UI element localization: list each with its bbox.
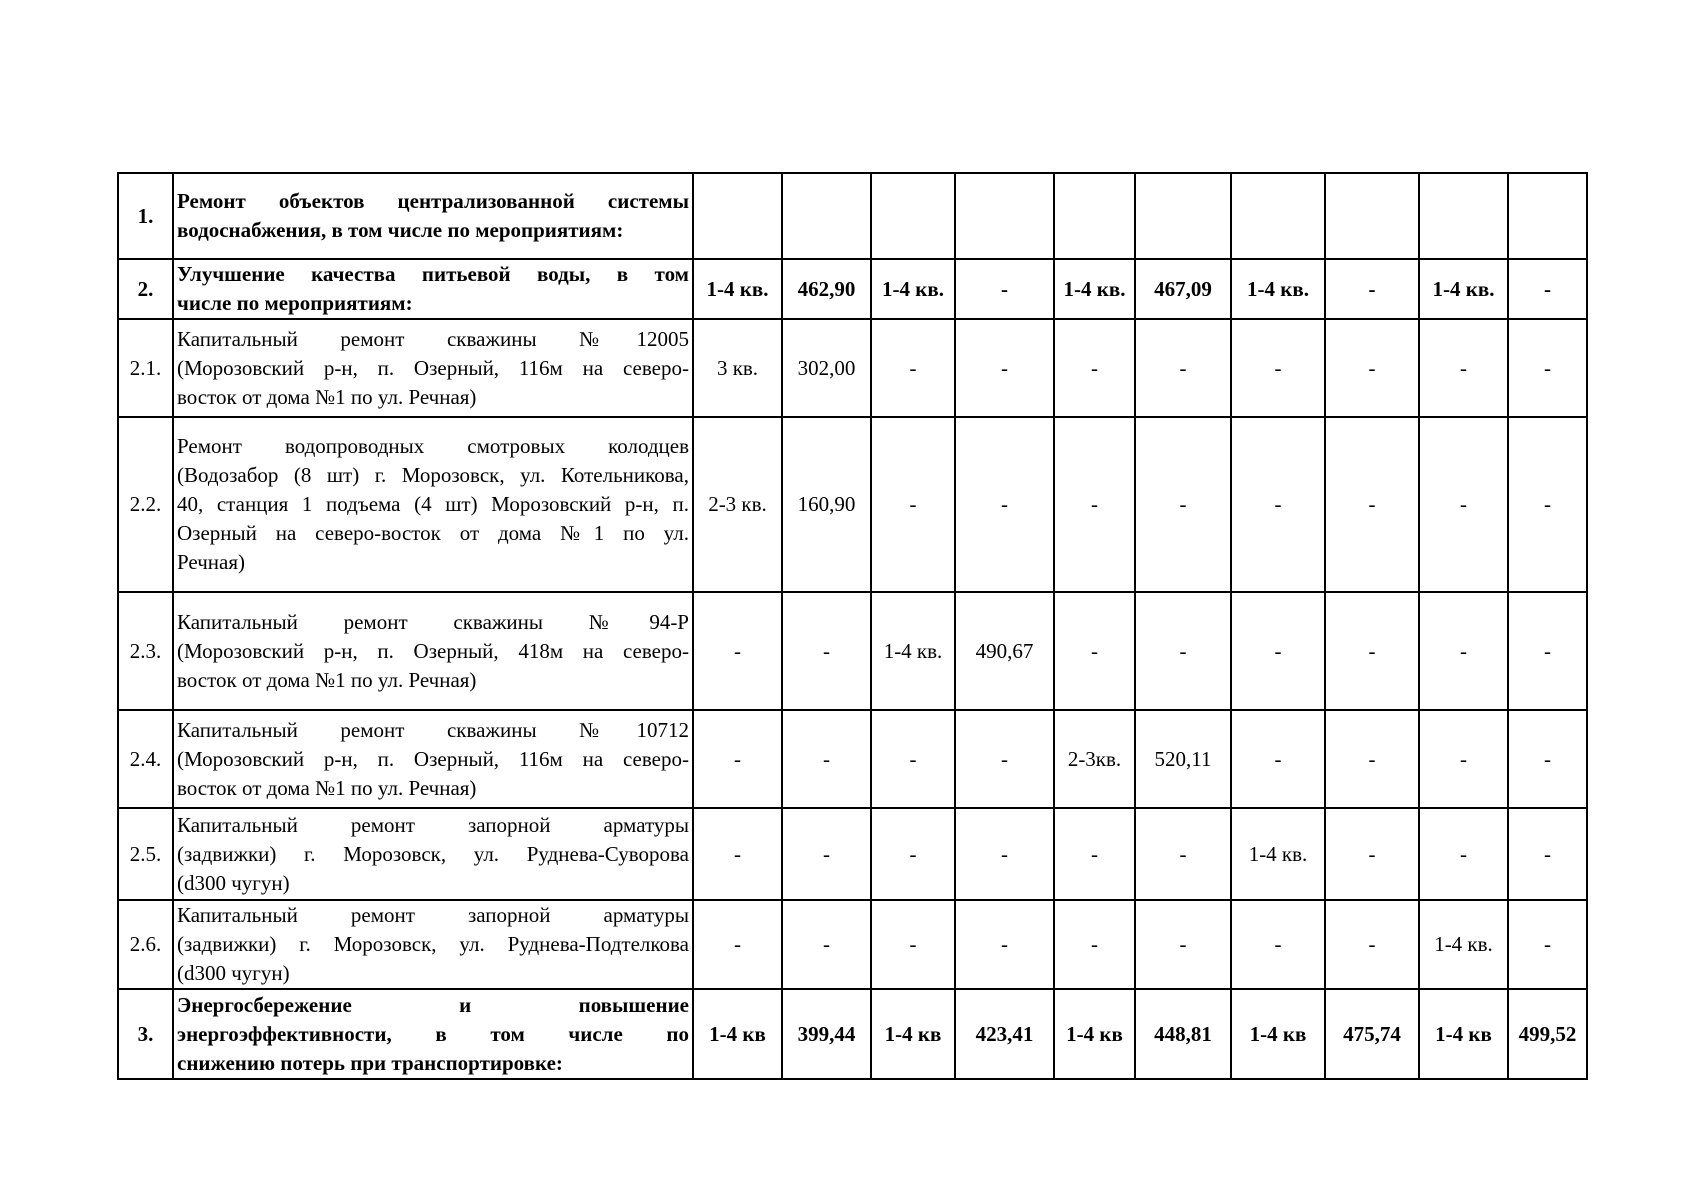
amount-cell: 467,09 <box>1135 259 1231 319</box>
amount-cell: - <box>1508 710 1587 808</box>
period-cell: - <box>1419 417 1508 592</box>
period-cell: 3 кв. <box>693 319 782 417</box>
period-cell: 1-4 кв <box>871 989 955 1079</box>
description-line: (Водозабор (8 шт) г. Морозовск, ул. Котельникова, <box>177 463 689 487</box>
period-cell: - <box>1054 319 1135 417</box>
row-number: 2.2. <box>118 417 173 592</box>
amount-cell: - <box>955 319 1054 417</box>
period-cell <box>1419 173 1508 259</box>
description-line: Улучшение качества питьевой воды, в том <box>177 262 689 286</box>
description-line: восток от дома №1 по ул. Речная) <box>177 667 477 692</box>
description-line: Энергосбережение и повышение <box>177 992 689 1017</box>
description-line: (Морозовский р-н, п. Озерный, 116м на северо- <box>177 355 689 380</box>
description-line: (задвижки) г. Морозовск, ул. Руднева-Суворова <box>177 841 689 866</box>
measure-description <box>173 808 693 900</box>
period-cell: 1-4 кв <box>1231 989 1325 1079</box>
amount-cell: - <box>1508 417 1587 592</box>
period-cell: - <box>871 710 955 808</box>
amount-cell: - <box>1508 319 1587 417</box>
amount-cell: - <box>1135 417 1231 592</box>
amount-cell <box>1508 173 1587 259</box>
period-cell: 2-3 кв. <box>693 417 782 592</box>
description-line: Озерный на северо-восток от дома №1 по ул. <box>177 521 689 545</box>
period-cell <box>1054 173 1135 259</box>
amount-cell <box>955 173 1054 259</box>
period-cell: - <box>871 417 955 592</box>
period-cell: - <box>1054 417 1135 592</box>
description-line: Ремонт водопроводных смотровых колодцев <box>177 434 689 458</box>
amount-cell: 160,90 <box>782 417 871 592</box>
description-line: (Морозовский р-н, п. Озерный, 418м на северо- <box>177 638 689 663</box>
measure-description <box>173 173 693 259</box>
row-number: 2.4. <box>118 710 173 808</box>
amount-cell: 399,44 <box>782 989 871 1079</box>
description-line: (задвижки) г. Морозовск, ул. Руднева-Подтелкова <box>177 932 689 956</box>
amount-cell: 520,11 <box>1135 710 1231 808</box>
period-cell: 1-4 кв. <box>1231 259 1325 319</box>
period-cell: - <box>1231 710 1325 808</box>
period-cell: - <box>1231 900 1325 989</box>
period-cell: 1-4 кв <box>693 989 782 1079</box>
description-line: Ремонт объектов централизованной системы <box>177 189 689 213</box>
description-line: Капитальный ремонт запорной арматуры <box>177 903 689 927</box>
table-row <box>118 417 1587 592</box>
table-row <box>118 989 1587 1079</box>
period-cell: - <box>1054 900 1135 989</box>
amount-cell <box>1325 173 1419 259</box>
amount-cell: 462,90 <box>782 259 871 319</box>
period-cell: - <box>1054 592 1135 710</box>
period-cell: - <box>1419 808 1508 900</box>
amount-cell: - <box>955 808 1054 900</box>
amount-cell: - <box>1135 900 1231 989</box>
period-cell <box>693 173 782 259</box>
period-cell: - <box>693 592 782 710</box>
period-cell: 1-4 кв. <box>871 259 955 319</box>
amount-cell: 499,52 <box>1508 989 1587 1079</box>
amount-cell: - <box>1325 808 1419 900</box>
amount-cell: - <box>1508 592 1587 710</box>
description-line: 40, станция 1 подъема (4 шт) Морозовский р-н, п. <box>177 492 689 516</box>
row-number: 2. <box>118 259 173 319</box>
description-line: (Морозовский р-н, п. Озерный, 116м на северо- <box>177 746 689 771</box>
amount-cell: 423,41 <box>955 989 1054 1079</box>
amount-cell: - <box>782 592 871 710</box>
amount-cell: - <box>1325 417 1419 592</box>
table-row <box>118 173 1587 259</box>
amount-cell: 490,67 <box>955 592 1054 710</box>
amount-cell: - <box>1325 319 1419 417</box>
period-cell: - <box>1054 808 1135 900</box>
period-cell: - <box>693 710 782 808</box>
description-line: Речная) <box>177 550 245 574</box>
amount-cell: - <box>1508 808 1587 900</box>
row-number: 2.6. <box>118 900 173 989</box>
amount-cell: 475,74 <box>1325 989 1419 1079</box>
description-line: Капитальный ремонт скважины №12005 <box>177 326 689 351</box>
measures-table <box>117 172 1588 1080</box>
period-cell: - <box>1419 592 1508 710</box>
description-line: водоснабжения, в том числе по мероприятиям: <box>177 218 624 242</box>
description-line: числе по мероприятиям: <box>177 291 413 315</box>
period-cell: 1-4 кв. <box>1054 259 1135 319</box>
description-line: Капитальный ремонт запорной арматуры <box>177 812 689 837</box>
period-cell: 1-4 кв. <box>1419 900 1508 989</box>
amount-cell: - <box>782 808 871 900</box>
row-number: 2.1. <box>118 319 173 417</box>
measure-description <box>173 592 693 710</box>
amount-cell: 302,00 <box>782 319 871 417</box>
row-number: 2.3. <box>118 592 173 710</box>
measure-description <box>173 319 693 417</box>
period-cell: 1-4 кв. <box>1419 259 1508 319</box>
period-cell: - <box>1231 417 1325 592</box>
table-row <box>118 592 1587 710</box>
amount-cell: - <box>955 710 1054 808</box>
table-row <box>118 710 1587 808</box>
amount-cell: - <box>1508 900 1587 989</box>
description-line: энергоэффективности, в том числе по <box>177 1021 689 1046</box>
period-cell: - <box>871 808 955 900</box>
description-line: восток от дома №1 по ул. Речная) <box>177 775 477 800</box>
amount-cell: - <box>1325 259 1419 319</box>
table-row <box>118 808 1587 900</box>
description-line: (d300 чугун) <box>177 870 290 895</box>
amount-cell: - <box>1508 259 1587 319</box>
description-line: Капитальный ремонт скважины №94-Р <box>177 609 689 634</box>
measure-description <box>173 259 693 319</box>
measure-description <box>173 989 693 1079</box>
period-cell: - <box>1419 319 1508 417</box>
amount-cell: - <box>955 417 1054 592</box>
amount-cell: - <box>782 710 871 808</box>
amount-cell: - <box>782 900 871 989</box>
table-body <box>118 173 1587 1079</box>
description-line: снижению потерь при транспортировке: <box>177 1050 563 1075</box>
amount-cell: - <box>1325 592 1419 710</box>
period-cell: 2-3кв. <box>1054 710 1135 808</box>
amount-cell <box>782 173 871 259</box>
amount-cell: - <box>1135 808 1231 900</box>
amount-cell: - <box>955 900 1054 989</box>
table-row <box>118 900 1587 989</box>
measure-description <box>173 417 693 592</box>
measure-description <box>173 900 693 989</box>
period-cell: 1-4 кв <box>1419 989 1508 1079</box>
row-number: 2.5. <box>118 808 173 900</box>
table-row <box>118 259 1587 319</box>
period-cell: - <box>871 900 955 989</box>
period-cell: - <box>871 319 955 417</box>
description-line: (d300 чугун) <box>177 961 290 985</box>
amount-cell: - <box>955 259 1054 319</box>
table-row <box>118 319 1587 417</box>
period-cell: - <box>693 900 782 989</box>
amount-cell: - <box>1135 592 1231 710</box>
amount-cell: 448,81 <box>1135 989 1231 1079</box>
description-line: Капитальный ремонт скважины №10712 <box>177 717 689 742</box>
period-cell: 1-4 кв. <box>1231 808 1325 900</box>
period-cell: - <box>693 808 782 900</box>
description-line: восток от дома №1 по ул. Речная) <box>177 384 477 409</box>
period-cell: - <box>1231 319 1325 417</box>
measure-description <box>173 710 693 808</box>
period-cell: 1-4 кв. <box>693 259 782 319</box>
row-number: 3. <box>118 989 173 1079</box>
period-cell: - <box>1231 592 1325 710</box>
period-cell <box>1231 173 1325 259</box>
amount-cell: - <box>1135 319 1231 417</box>
period-cell: 1-4 кв <box>1054 989 1135 1079</box>
amount-cell: - <box>1325 710 1419 808</box>
period-cell: 1-4 кв. <box>871 592 955 710</box>
period-cell: - <box>1419 710 1508 808</box>
amount-cell: - <box>1325 900 1419 989</box>
amount-cell <box>1135 173 1231 259</box>
row-number: 1. <box>118 173 173 259</box>
period-cell <box>871 173 955 259</box>
